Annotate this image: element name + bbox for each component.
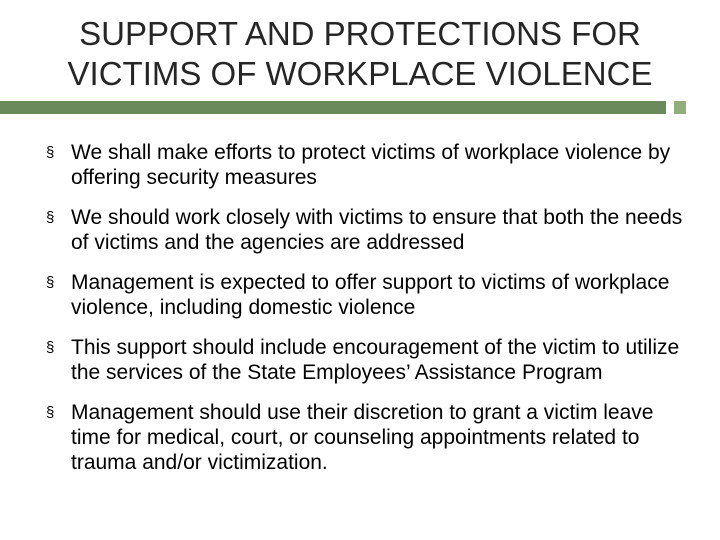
list-item [46,270,696,320]
bullet-list [46,140,696,490]
list-item [46,335,696,385]
section-bullet-icon: § [46,339,55,356]
bullet-text: Management should use their discretion to grant a victim leave time for medical, court, or counseling appointments related to trauma and/or victimization. [71,401,654,474]
list-item [46,205,696,255]
divider-gap [666,101,674,114]
bullet-text: We should work closely with victims to ensure that both the needs of victims and the agencies are addressed [71,206,683,254]
divider-bar-short [674,101,686,114]
title-divider [0,101,700,114]
section-bullet-icon: § [46,144,55,161]
slide-title [0,14,720,94]
list-item [46,400,696,475]
list-item [46,140,696,190]
section-bullet-icon: § [46,209,55,226]
bullet-text: Management is expected to offer support to victims of workplace violence, including domestic violence [71,271,670,319]
title-line-2: VICTIMS OF WORKPLACE VIOLENCE [67,55,653,92]
section-bullet-icon: § [46,274,55,291]
title-line-1: SUPPORT AND PROTECTIONS FOR [79,15,641,52]
divider-bar-long [0,101,666,114]
bullet-text: We shall make efforts to protect victims of workplace violence by offering security measures [71,141,671,189]
section-bullet-icon: § [46,404,55,421]
bullet-text: This support should include encouragement of the victim to utilize the services of the State Employees’ Assistance Program [71,336,680,384]
